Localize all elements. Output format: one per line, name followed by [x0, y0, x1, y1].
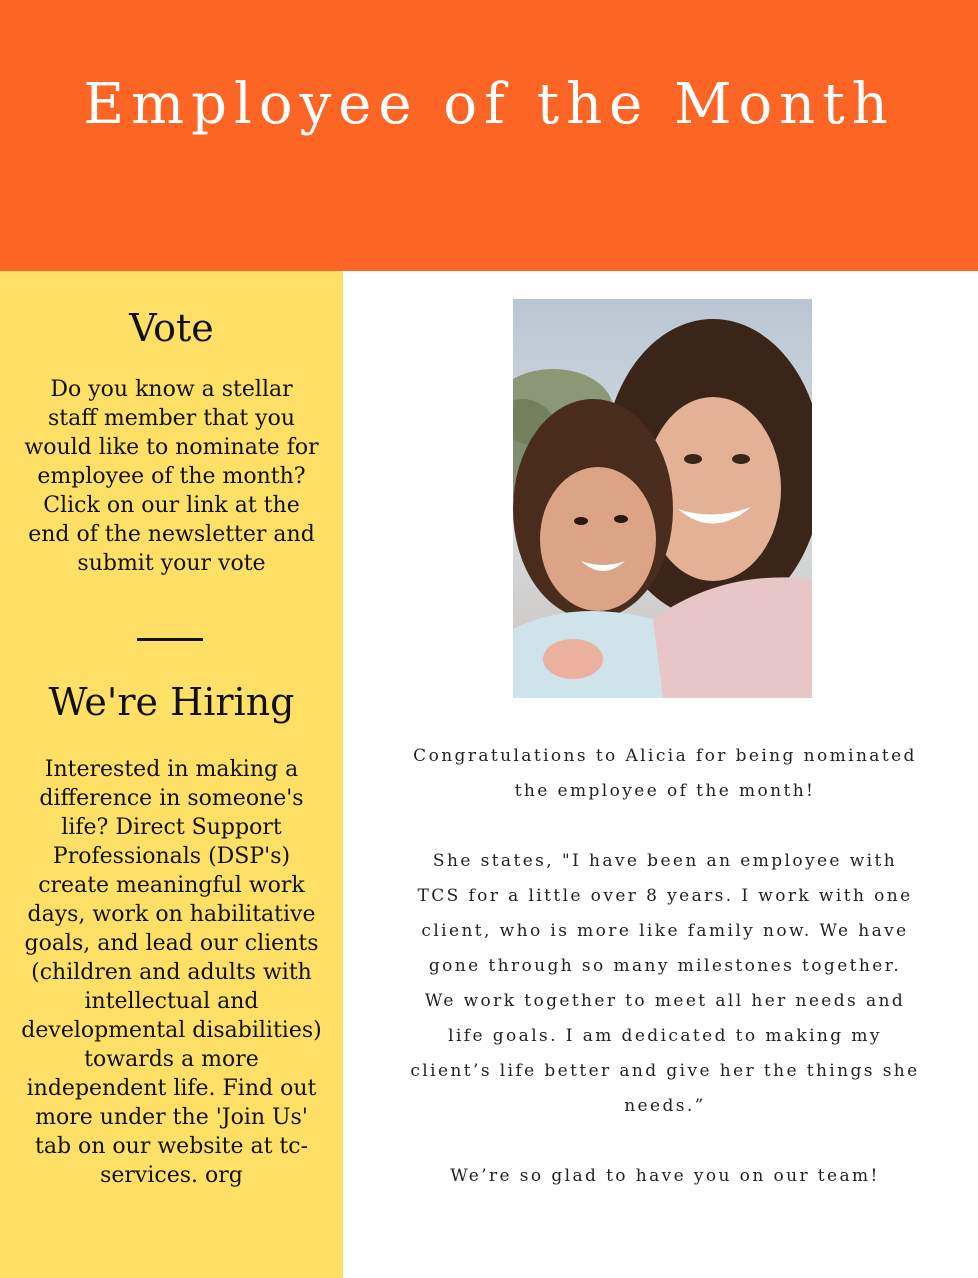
- vote-heading: Vote: [129, 306, 214, 350]
- sidebar: [0, 271, 343, 1278]
- hiring-text: Interested in making a difference in someone's life? Direct Support Professionals (DSP's) create meaningful work days, work on habilitative goals, and lead our clients (children and adults with intellectual and developmental disabilities) towards a more independent life. Find out more under the 'Join Us' tab on our website at tc-services. org: [21, 757, 322, 1188]
- section-divider: [137, 638, 203, 641]
- article-text: [410, 739, 920, 1194]
- header-banner: [0, 0, 978, 271]
- vote-text: Do you know a stellar staff member that you would like to nominate for employee of the month? Click on our link at the end of the newsletter and submit your vote: [24, 377, 319, 576]
- employee-photo: [513, 299, 812, 698]
- closing-text: We’re so glad to have you on our team!: [450, 1166, 880, 1186]
- page-title: Employee of the Month: [83, 72, 895, 137]
- congrats-text: Congratulations to Alicia for being nominated the employee of the month!: [413, 746, 917, 801]
- paragraph-gap: [410, 809, 920, 844]
- employee-quote: She states, "I have been an employee with TCS for a little over 8 years. I work with one client, who is more like family now. We have gone through so many milestones together. We work together to meet all her needs and life goals. I am dedicated to making my client’s life better and give her the things she needs.”: [410, 851, 920, 1116]
- paragraph-gap: [410, 1124, 920, 1159]
- hiring-heading: We're Hiring: [48, 680, 295, 724]
- photo-portrait-icon: [513, 299, 812, 698]
